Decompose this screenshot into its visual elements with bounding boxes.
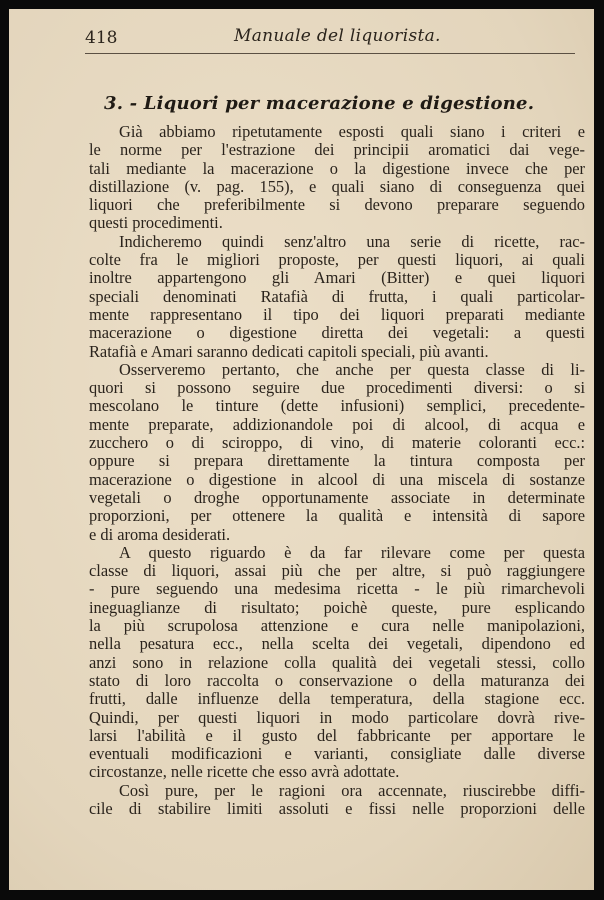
text-line: stato di loro raccolta o conservazione o della maturanza dei [89,670,585,690]
text-line: e di aroma desiderati. [89,524,231,544]
text-line: macerazione o digestione in alcool di una miscela di sostanze [89,469,585,489]
text-line: anzi sono in relazione colla qualità dei vegetali stessi, collo [89,652,585,672]
text-line: quori si possono seguire due procedimenti diversi: o si [89,378,585,398]
text-line: A questo riguardo è da far rilevare come per questa [119,542,585,562]
text-line: circostanze, nelle ricette che esso avrà adottate. [89,762,400,782]
text-line: oppure si prepara direttamente la tintura composta per [89,451,585,471]
text-line: mescolano le tinture (dette infusioni) semplici, precedente- [89,396,585,416]
text-line: - pure seguendo una medesima ricetta - le più rimarchevoli [89,579,585,599]
text-line: macerazione o digestione diretta dei vegetali: a questi [89,323,585,343]
text-line: eventuali modificazioni e varianti, consigliate dalle diverse [89,744,585,764]
text-line: Già abbiamo ripetutamente esposti quali siano i criteri e [119,122,585,141]
text-line: Quindi, per questi liquori in modo particolare dovrà rive- [89,707,585,727]
text-line: la più scrupolosa attenzione e cura nelle manipolazioni, [89,616,585,636]
text-line: frutti, dalle influenze della temperatura, della stagione ecc. [89,689,585,709]
text-line: distillazione (v. pag. 155), e quali siano di conseguenza quei [89,176,585,196]
text-line: cile di stabilire limiti assoluti e fissi nelle proporzioni delle [89,798,585,818]
text-line: le norme per l'estrazione dei principii aromatici dai vege- [89,140,585,160]
text-line: larsi l'abilità e il gusto del fabbricante per apportare le [89,725,585,745]
text-line: ineguaglianze di risultato; poichè queste, pure esplicando [89,597,585,617]
text-line: colte fra le migliori proposte, per questi liquori, ai quali [89,250,585,270]
header-rule [85,53,575,54]
text-line: classe di liquori, assai più che per altre, si può raggiungere [89,561,585,581]
text-line: questi procedimenti. [89,213,223,233]
text-line: zucchero o di sciroppo, di vino, di materie coloranti ecc.: [89,433,585,453]
body-text [89,123,585,818]
text-line: tali mediante la macerazione o la digestione invece che per [89,158,585,178]
text-line: nella pesatura ecc., nella scelta dei vegetali, dipendono ed [89,634,585,654]
text-line: mente preparate, addizionandole poi di alcool, di acqua e [89,414,585,434]
text-line: Indicheremo quindi senz'altro una serie di ricette, rac- [119,231,585,251]
text-line: Ratafià e Amari saranno dedicati capitoli speciali, più avanti. [89,341,489,361]
page-number: 418 [85,28,118,48]
text-line: speciali denominati Ratafià di frutta, i quali particolar- [89,286,585,306]
text-line: Osserveremo pertanto, che anche per questa classe di li- [119,359,585,379]
section-title: 3. - Liquori per macerazione e digestione. [104,93,535,114]
book-page [9,9,594,890]
text-line: liquori che preferibilmente si devono preparare seguendo [89,195,585,215]
text-line: mente rappresentano il tipo dei liquori preparati mediante [89,304,585,324]
text-line: inoltre appartengono gli Amari (Bitter) e quei liquori [89,268,585,288]
page-header [9,9,594,59]
text-line: vegetali o droghe opportunamente associate in determinate [89,487,585,507]
text-line: proporzioni, per ottenere la qualità e intensità di sapore [89,506,585,526]
text-line: Così pure, per le ragioni ora accennate, riuscirebbe diffi- [119,780,585,800]
running-title: Manuale del liquorista. [234,26,441,46]
